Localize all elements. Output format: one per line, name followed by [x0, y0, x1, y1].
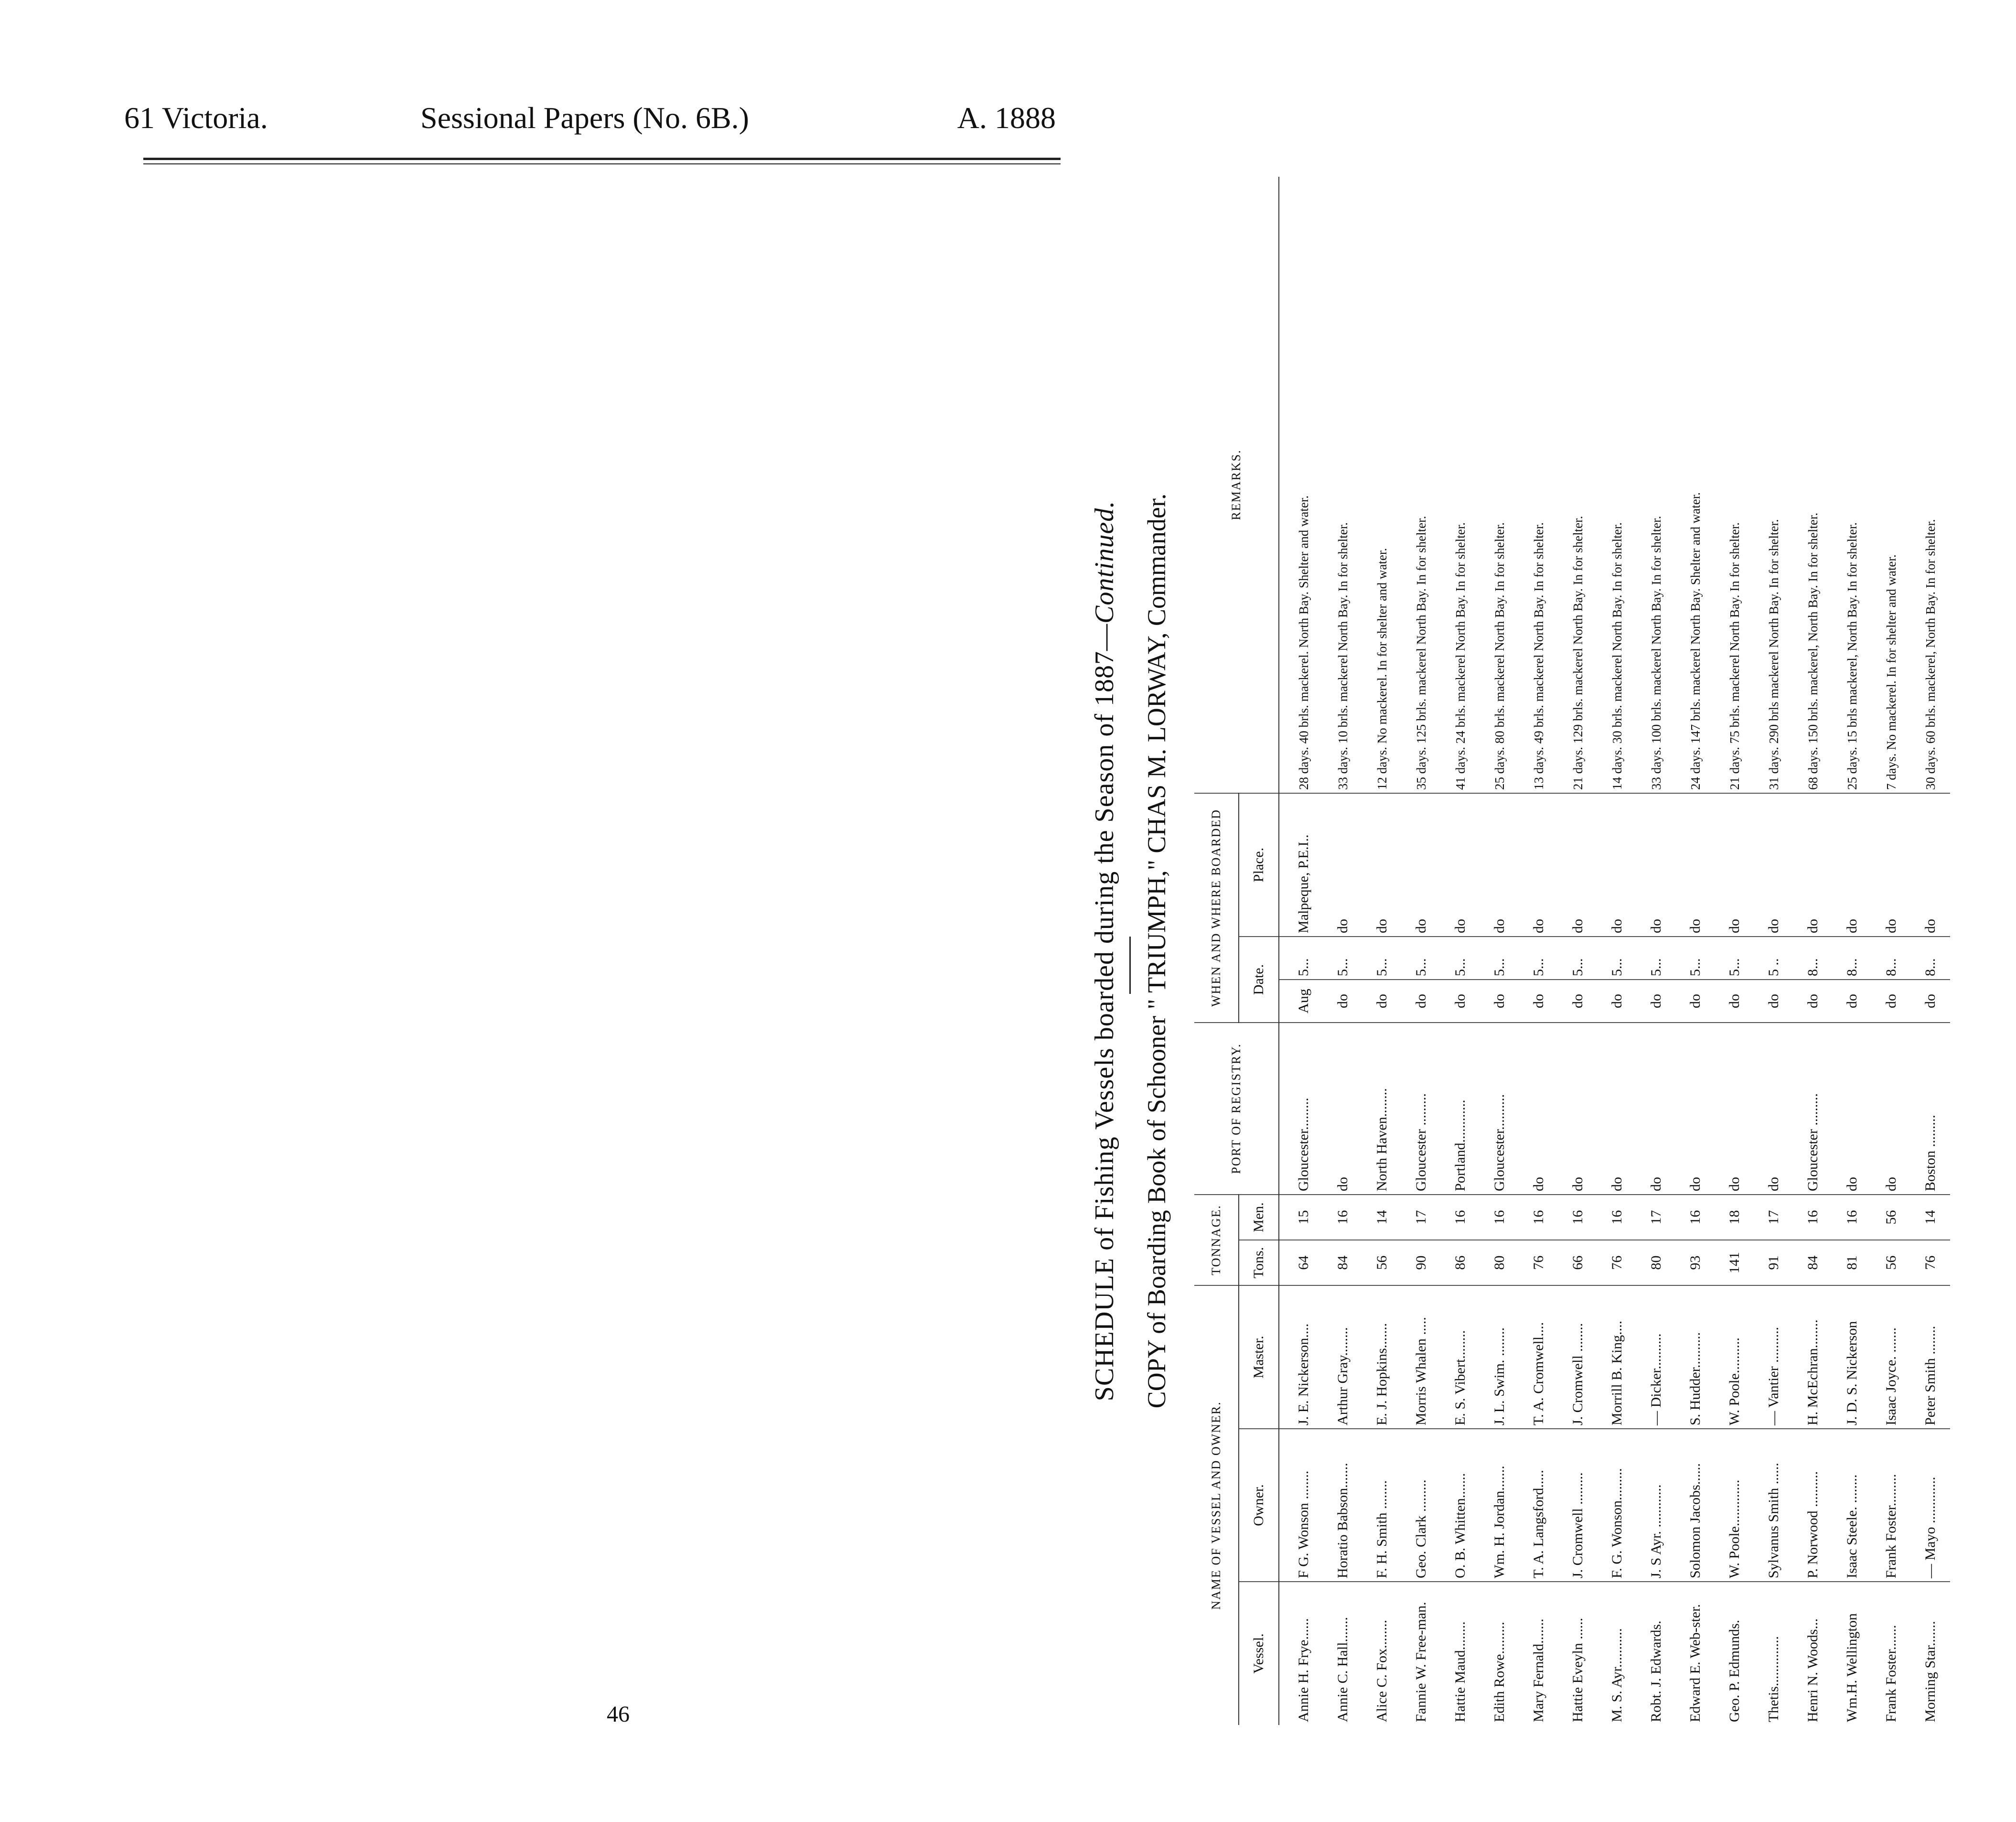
row-vessel: Mary Fernald.......	[1531, 1618, 1546, 1722]
row-vessel: Geo. P. Edmunds.	[1726, 1619, 1742, 1722]
row-men: 17	[1637, 1195, 1676, 1240]
row-date-day: 5...	[1279, 937, 1323, 980]
header-remarks: REMARKS.	[1194, 177, 1279, 793]
row-men: 16	[1323, 1195, 1362, 1240]
row-port: do	[1872, 1023, 1911, 1195]
row-tons: 141	[1715, 1240, 1754, 1285]
header-rule-thin	[143, 163, 1061, 164]
row-remarks: 30 days. 60 brls. mackerel, North Bay. In for shelter.	[1911, 177, 1950, 793]
row-date-month: do	[1598, 980, 1637, 1023]
row-vessel: M. S. Ayr...........	[1609, 1628, 1625, 1722]
row-owner: Isaac Steele. ........	[1833, 1429, 1872, 1582]
row-remarks: 28 days. 40 brls. mackerel. North Bay. Shelter and water.	[1279, 177, 1323, 793]
row-tons: 64	[1279, 1240, 1323, 1285]
row-date-day: 8...	[1833, 937, 1872, 980]
row-port: do	[1519, 1023, 1558, 1195]
row-remarks: 68 days. 150 brls. mackerel, North Bay. In for shelter.	[1793, 177, 1833, 793]
row-place: do	[1715, 793, 1754, 937]
row-vessel: Edward E. Web-ster.	[1687, 1604, 1703, 1722]
row-tons: 90	[1402, 1240, 1441, 1285]
row-port: do	[1754, 1023, 1793, 1195]
row-place: do	[1480, 793, 1519, 937]
row-port: Boston .........	[1911, 1023, 1950, 1195]
row-men: 14	[1911, 1195, 1950, 1240]
row-master: Morrill B. King....	[1598, 1285, 1637, 1429]
row-place: do	[1793, 793, 1833, 937]
row-men: 16	[1441, 1195, 1480, 1240]
header-tonnage: TONNAGE.	[1194, 1195, 1239, 1285]
title-divider	[1129, 937, 1131, 994]
row-tons: 56	[1362, 1240, 1402, 1285]
schedule-title-main: SCHEDULE of Fishing Vessels boarded during the Season of 1887—	[1090, 624, 1119, 1402]
row-date-day: 5...	[1558, 937, 1598, 980]
table-row	[1362, 177, 1402, 1725]
page-number: 46	[607, 1702, 630, 1727]
row-owner: Frank Foster.........	[1872, 1429, 1911, 1582]
row-master: T. A. Cromwell....	[1519, 1285, 1558, 1429]
row-place: do	[1519, 793, 1558, 937]
row-remarks: 25 days. 80 brls. mackerel North Bay. In for shelter.	[1480, 177, 1519, 793]
row-vessel: Morning Star.......	[1922, 1621, 1938, 1722]
row-owner: Solomon Jacobs......	[1676, 1429, 1715, 1582]
row-date-month: do	[1676, 980, 1715, 1023]
vessel-schedule-table	[1194, 177, 1950, 1725]
row-men: 16	[1558, 1195, 1598, 1240]
row-date-month: do	[1637, 980, 1676, 1023]
header-rule-thick	[143, 158, 1061, 160]
row-vessel: Edith Rowe.........	[1491, 1622, 1507, 1722]
row-remarks: 13 days. 49 brls. mackerel North Bay. In for shelter.	[1519, 177, 1558, 793]
row-tons: 76	[1911, 1240, 1950, 1285]
row-date-day: 8...	[1793, 937, 1833, 980]
row-date-month: do	[1480, 980, 1519, 1023]
row-vessel: Thetis..............	[1766, 1636, 1781, 1722]
row-port: Gloucester .........	[1402, 1023, 1441, 1195]
row-master: Morris Whalen .....	[1402, 1285, 1441, 1429]
row-master: — Dicker..........	[1637, 1285, 1676, 1429]
running-header	[124, 100, 1056, 139]
row-owner: J. S Ayr. ............	[1637, 1429, 1676, 1582]
table-row	[1480, 177, 1519, 1725]
row-tons: 76	[1519, 1240, 1558, 1285]
row-master: W. Poole..........	[1715, 1285, 1754, 1429]
row-place: do	[1911, 793, 1950, 937]
row-men: 16	[1519, 1195, 1558, 1240]
row-vessel: Wm.H. Wellington	[1844, 1613, 1860, 1722]
row-port: Gloucester..........	[1480, 1023, 1519, 1195]
row-owner: Horatio Babson.......	[1323, 1429, 1362, 1582]
row-men: 16	[1480, 1195, 1519, 1240]
row-date-month: do	[1715, 980, 1754, 1023]
table-row	[1833, 177, 1872, 1725]
row-owner: F. H. Smith ........	[1362, 1429, 1402, 1582]
row-tons: 56	[1872, 1240, 1911, 1285]
row-vessel: Annie H. Frye......	[1296, 1618, 1311, 1722]
row-port: Gloucester.........	[1279, 1023, 1323, 1195]
row-date-month: do	[1558, 980, 1598, 1023]
row-place: do	[1872, 793, 1911, 937]
row-port: do	[1637, 1023, 1676, 1195]
row-owner: P. Norwood ..........	[1793, 1429, 1833, 1582]
header-session: 61 Victoria.	[124, 101, 268, 135]
table-row	[1754, 177, 1793, 1725]
header-place: Place.	[1239, 793, 1279, 937]
row-place: do	[1676, 793, 1715, 937]
row-master: J. Cromwell ........	[1558, 1285, 1598, 1429]
table-row	[1637, 177, 1676, 1725]
row-tons: 86	[1441, 1240, 1480, 1285]
row-owner: F. G. Wonson.........	[1598, 1429, 1637, 1582]
row-date-month: Aug	[1279, 980, 1323, 1023]
row-master: J. L. Swim. ........	[1480, 1285, 1519, 1429]
row-remarks: 21 days. 129 brls. mackerel North Bay. In for shelter.	[1558, 177, 1598, 793]
row-men: 16	[1833, 1195, 1872, 1240]
row-owner: T. A. Langsford.....	[1519, 1429, 1558, 1582]
row-date-month: do	[1833, 980, 1872, 1023]
row-men: 56	[1872, 1195, 1911, 1240]
table-row	[1911, 177, 1950, 1725]
row-tons: 91	[1754, 1240, 1793, 1285]
row-owner: Geo. Clark .........	[1402, 1429, 1441, 1582]
row-date-month: do	[1911, 980, 1950, 1023]
row-owner: O. B. Whitten.......	[1441, 1429, 1480, 1582]
row-tons: 93	[1676, 1240, 1715, 1285]
row-date-month: do	[1519, 980, 1558, 1023]
row-remarks: 7 days. No mackerel. In for shelter and water.	[1872, 177, 1911, 793]
table-row	[1793, 177, 1833, 1725]
row-date-month: do	[1441, 980, 1480, 1023]
row-port: do	[1598, 1023, 1637, 1195]
row-date-day: 5...	[1598, 937, 1637, 980]
row-remarks: 25 days. 15 brls mackerel, North Bay. In for shelter.	[1833, 177, 1872, 793]
row-vessel: Robt. J. Edwards.	[1648, 1620, 1664, 1722]
row-owner: — Mayo .............	[1911, 1429, 1950, 1582]
row-date-day: 5...	[1637, 937, 1676, 980]
row-place: do	[1441, 793, 1480, 937]
row-master: Arthur Gray........	[1323, 1285, 1362, 1429]
row-master: E. S. Vibert........	[1441, 1285, 1480, 1429]
row-remarks: 12 days. No mackerel. In for shelter and water.	[1362, 177, 1402, 793]
row-port: Portland............	[1441, 1023, 1480, 1195]
schedule-title	[1089, 177, 1120, 1725]
row-date-day: 5...	[1323, 937, 1362, 980]
header-owner: Owner.	[1239, 1429, 1279, 1582]
row-place: Malpeque, P.E.I..	[1279, 793, 1323, 937]
row-date-day: 5...	[1715, 937, 1754, 980]
row-tons: 84	[1323, 1240, 1362, 1285]
row-vessel: Hattie Maud........	[1452, 1621, 1468, 1722]
header-tons: Tons.	[1239, 1240, 1279, 1285]
row-owner: J. Cromwell .........	[1558, 1429, 1598, 1582]
schedule-subtitle: COPY of Boarding Book of Schooner " TRIUMPH," CHAS M. LORWAY, Commander.	[1142, 493, 1171, 1409]
row-owner: Sylvanus Smith ......	[1754, 1429, 1793, 1582]
header-sessional-papers: Sessional Papers (No. 6B.)	[420, 101, 749, 135]
schedule-title-continued: Continued.	[1090, 500, 1119, 624]
row-remarks: 31 days. 290 brls mackerel North Bay. In for shelter.	[1754, 177, 1793, 793]
table-row	[1323, 177, 1362, 1725]
row-remarks: 33 days. 10 brls. mackerel North Bay. In for shelter.	[1323, 177, 1362, 793]
row-master: J. E. Nickerson....	[1279, 1285, 1323, 1429]
row-master: Isaac Joyce. .......	[1872, 1285, 1911, 1429]
table-row	[1441, 177, 1480, 1725]
row-owner: F G. Wonson ........	[1279, 1429, 1323, 1582]
table-row	[1872, 177, 1911, 1725]
row-port: do	[1833, 1023, 1872, 1195]
row-date-day: 5...	[1519, 937, 1558, 980]
row-place: do	[1558, 793, 1598, 937]
row-master: — Vantier ..........	[1754, 1285, 1793, 1429]
header-date: Date.	[1239, 937, 1279, 1023]
row-tons: 76	[1598, 1240, 1637, 1285]
row-tons: 80	[1637, 1240, 1676, 1285]
row-date-day: 5 ..	[1754, 937, 1793, 980]
row-men: 16	[1793, 1195, 1833, 1240]
row-vessel: Fannie W. Free-man.	[1413, 1602, 1429, 1722]
row-men: 16	[1676, 1195, 1715, 1240]
row-date-day: 5...	[1402, 937, 1441, 980]
header-when-where: WHEN AND WHERE BOARDED	[1194, 793, 1239, 1023]
header-name-owner: NAME OF VESSEL AND OWNER.	[1194, 1285, 1239, 1725]
row-date-day: 5...	[1441, 937, 1480, 980]
row-port: do	[1323, 1023, 1362, 1195]
row-men: 17	[1402, 1195, 1441, 1240]
row-date-day: 5...	[1362, 937, 1402, 980]
header-vessel: Vessel.	[1239, 1582, 1279, 1725]
row-men: 17	[1754, 1195, 1793, 1240]
row-men: 15	[1279, 1195, 1323, 1240]
row-remarks: 41 days. 24 brls. mackerel North Bay. In for shelter.	[1441, 177, 1480, 793]
row-place: do	[1323, 793, 1362, 937]
row-place: do	[1637, 793, 1676, 937]
row-tons: 80	[1480, 1240, 1519, 1285]
row-date-month: do	[1402, 980, 1441, 1023]
row-date-month: do	[1754, 980, 1793, 1023]
row-date-month: do	[1362, 980, 1402, 1023]
row-place: do	[1833, 793, 1872, 937]
row-master: J. D. S. Nickerson	[1833, 1285, 1872, 1429]
row-date-month: do	[1793, 980, 1833, 1023]
row-place: do	[1754, 793, 1793, 937]
row-remarks: 24 days. 147 brls. mackerel North Bay. Shelter and water.	[1676, 177, 1715, 793]
rotated-schedule-block	[1080, 177, 2016, 1725]
row-vessel: Annie C. Hall.......	[1335, 1617, 1351, 1722]
table-row	[1598, 177, 1637, 1725]
table-row	[1676, 177, 1715, 1725]
row-vessel: Henri N. Woods...	[1805, 1618, 1821, 1722]
row-place: do	[1598, 793, 1637, 937]
row-men: 14	[1362, 1195, 1402, 1240]
row-port: do	[1558, 1023, 1598, 1195]
row-port: do	[1715, 1023, 1754, 1195]
row-date-month: do	[1872, 980, 1911, 1023]
row-master: E. J. Hopkins.......	[1362, 1285, 1402, 1429]
row-tons: 81	[1833, 1240, 1872, 1285]
row-place: do	[1402, 793, 1441, 937]
row-date-day: 8...	[1872, 937, 1911, 980]
row-date-day: 8...	[1911, 937, 1950, 980]
row-port: Gloucester .........	[1793, 1023, 1833, 1195]
row-date-month: do	[1323, 980, 1362, 1023]
row-vessel: Alice C. Fox........	[1374, 1619, 1390, 1722]
header-men: Men.	[1239, 1195, 1279, 1240]
row-remarks: 35 days. 125 brls. mackerel North Bay. In for shelter.	[1402, 177, 1441, 793]
row-vessel: Hattie Eveyln ......	[1570, 1617, 1586, 1722]
row-tons: 66	[1558, 1240, 1598, 1285]
row-owner: Wm. H. Jordan.......	[1480, 1429, 1519, 1582]
table-row	[1402, 177, 1441, 1725]
row-port: do	[1676, 1023, 1715, 1195]
row-remarks: 33 days. 100 brls. mackerel North Bay. In for shelter.	[1637, 177, 1676, 793]
table-row	[1715, 177, 1754, 1725]
row-remarks: 21 days. 75 brls. mackerel North Bay. In for shelter.	[1715, 177, 1754, 793]
table-body	[1279, 177, 1950, 1725]
row-date-day: 5...	[1480, 937, 1519, 980]
table-row	[1558, 177, 1598, 1725]
row-remarks: 14 days. 30 brls. mackerel North Bay. In for shelter.	[1598, 177, 1637, 793]
row-master: H. McEchran........	[1793, 1285, 1833, 1429]
row-tons: 84	[1793, 1240, 1833, 1285]
row-date-day: 5...	[1676, 937, 1715, 980]
row-place: do	[1362, 793, 1402, 937]
row-master: Peter Smith ........	[1911, 1285, 1950, 1429]
header-master: Master.	[1239, 1285, 1279, 1429]
row-master: S. Hudder..........	[1676, 1285, 1715, 1429]
row-men: 16	[1598, 1195, 1637, 1240]
row-port: North Haven........	[1362, 1023, 1402, 1195]
header-port: PORT OF REGISTRY.	[1194, 1023, 1279, 1195]
table-row	[1279, 177, 1323, 1725]
row-vessel: Frank Foster.......	[1883, 1625, 1899, 1722]
row-men: 18	[1715, 1195, 1754, 1240]
header-year: A. 1888	[957, 101, 1056, 135]
table-row	[1519, 177, 1558, 1725]
row-owner: W. Poole.............	[1715, 1429, 1754, 1582]
